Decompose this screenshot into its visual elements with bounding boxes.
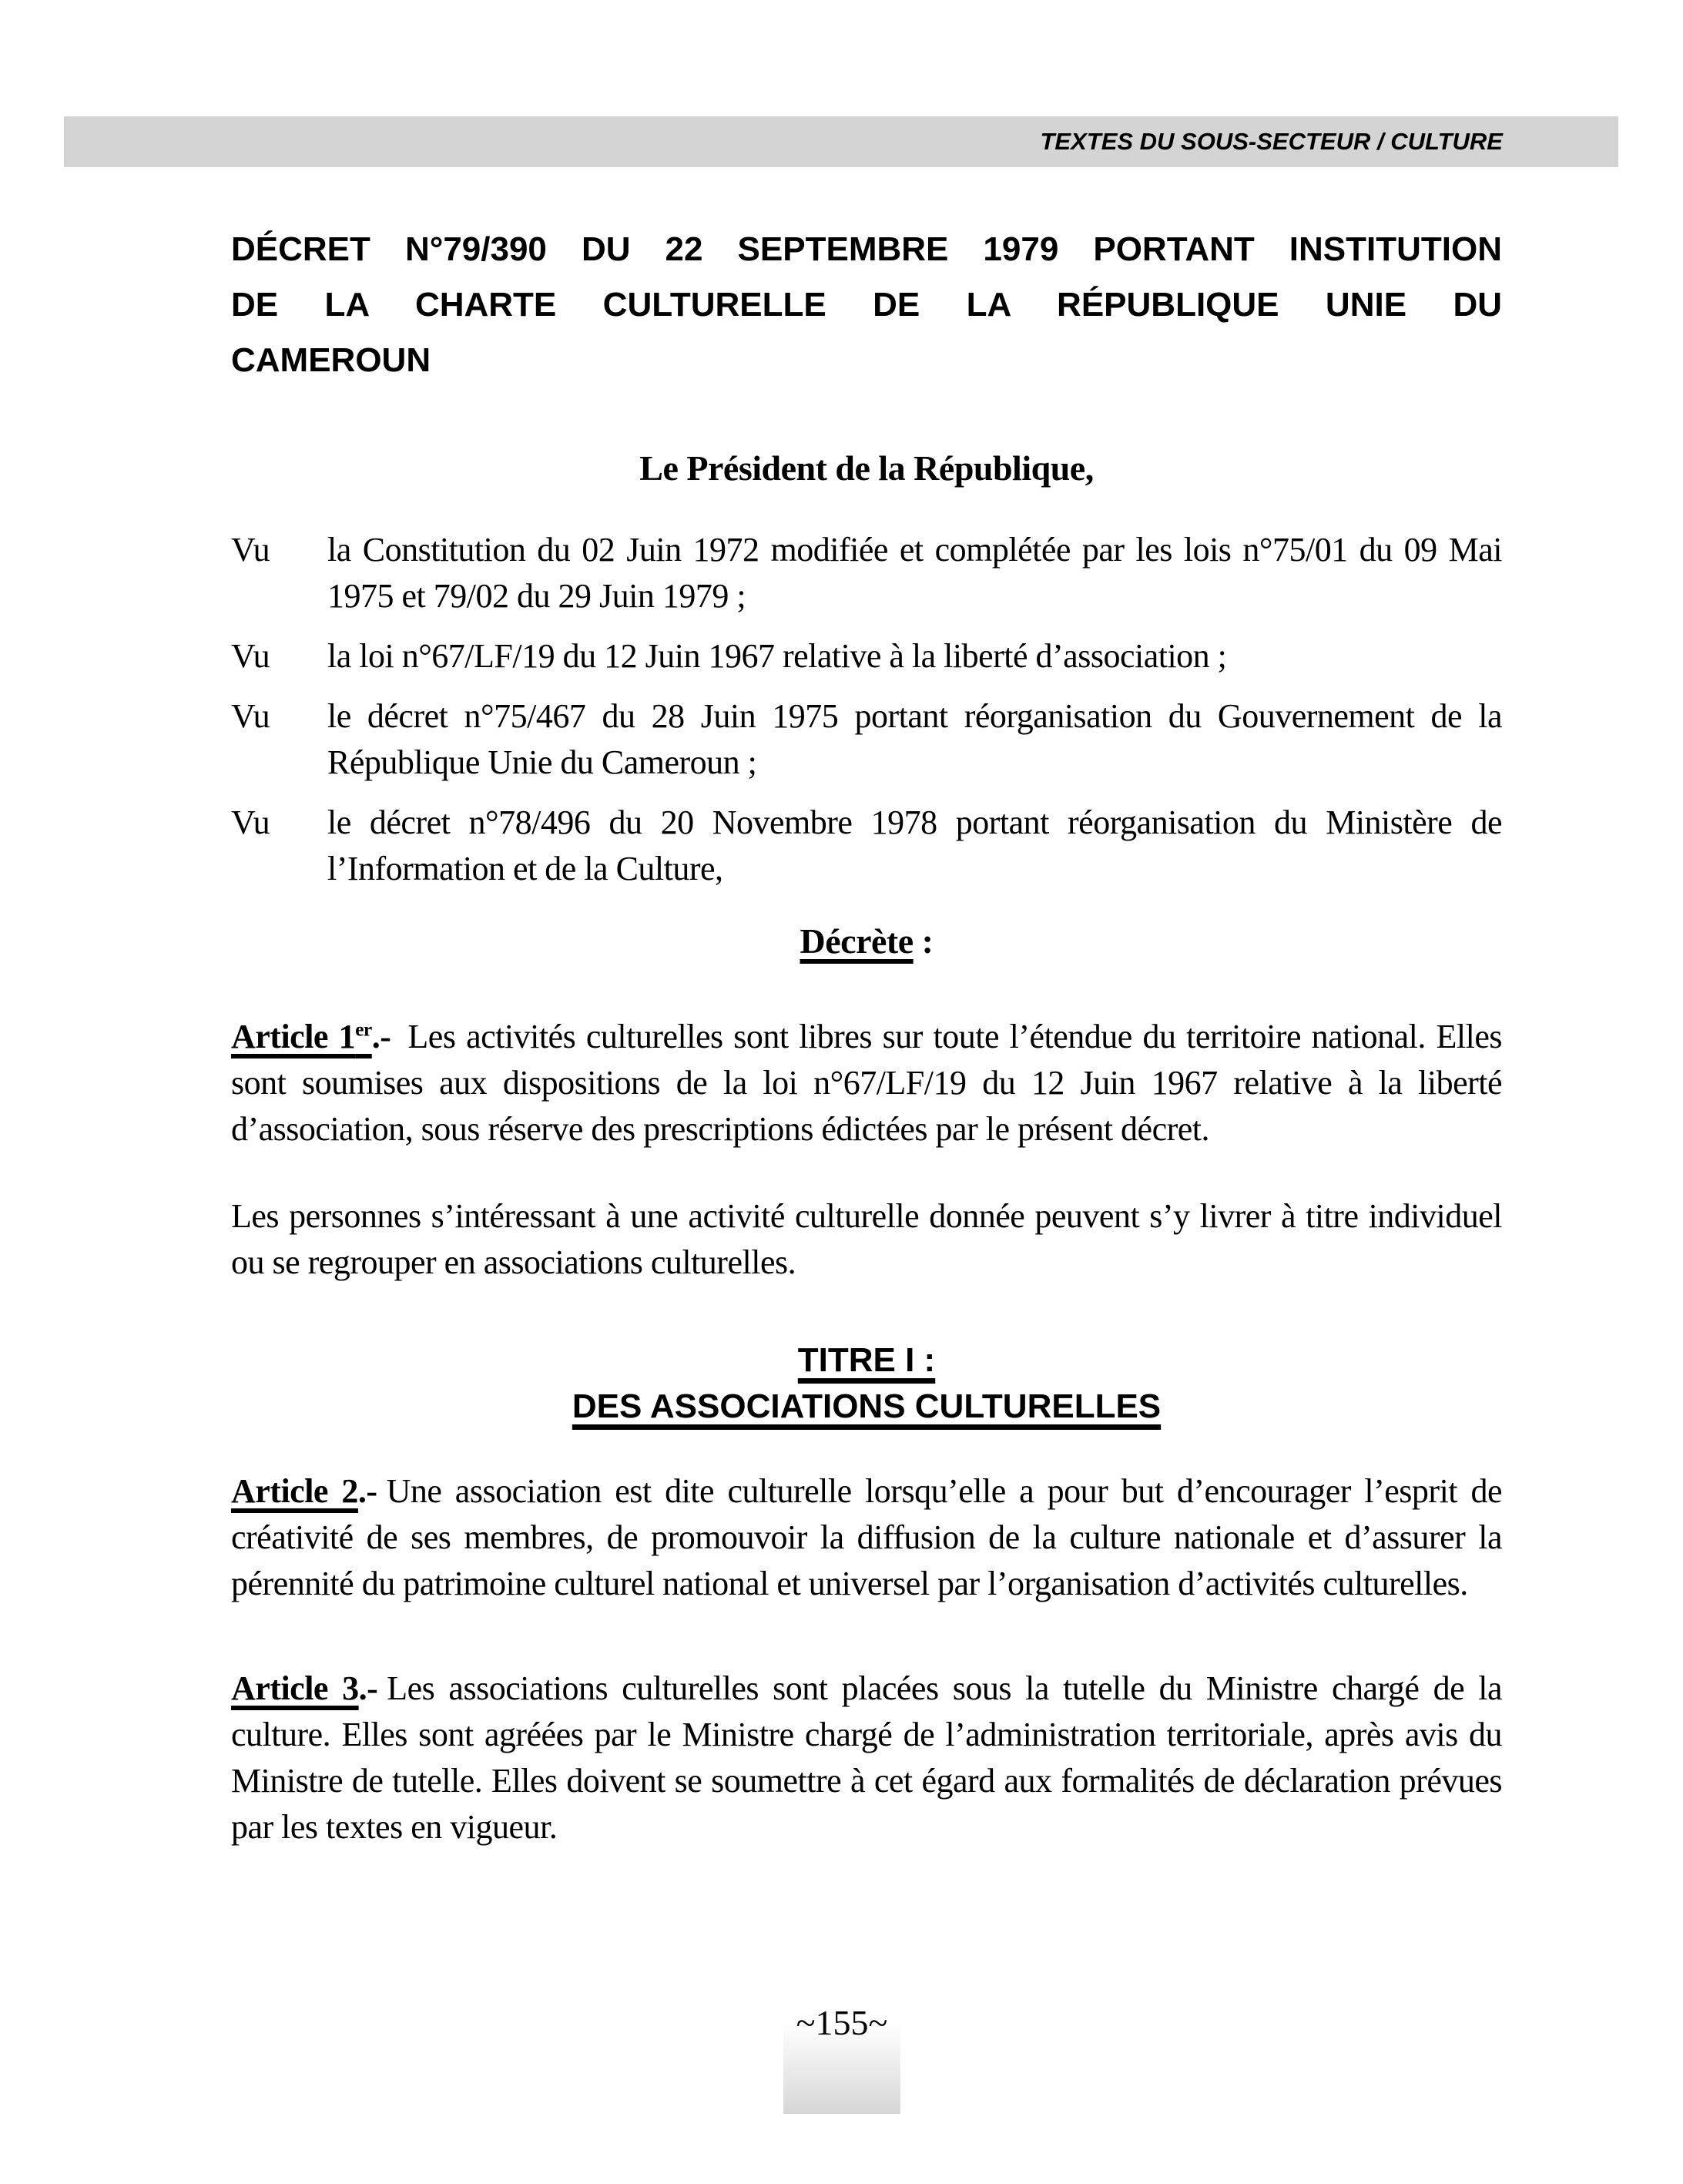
vu-item — [231, 693, 1502, 786]
article-1-label-text: Article 1 — [231, 1018, 356, 1055]
decree-heading-word: Décrète — [800, 921, 914, 961]
section-header-label: TEXTES DU SOUS-SECTEUR / CULTURE — [1040, 128, 1503, 155]
article-3-text: Les associations culturelles sont placées sous la tutelle du Ministre chargé de la culture. Elles sont agréées par le Ministre chargé de l’administration territoriale, après avis du Ministre de tutelle. Elles doivent se soumettre à cet égard aux formalités de déclaration prévues par les textes en vigueur. — [231, 1669, 1502, 1846]
vu-item-label: Vu — [231, 637, 270, 675]
vu-item-label: Vu — [231, 803, 270, 841]
title-i-heading — [231, 1337, 1502, 1430]
document-title-line-2: DE LA CHARTE CULTURELLE DE LA RÉPUBLIQUE UNIE DU — [231, 286, 1502, 324]
vu-item-text: le décret n°78/496 du 20 Novembre 1978 portant réorganisation du Ministère de l’Information et de la Culture, — [327, 803, 1502, 887]
article-1-label — [231, 1018, 372, 1055]
article-2-paragraph — [231, 1468, 1502, 1607]
article-3-paragraph — [231, 1666, 1502, 1850]
article-2-label: Article 2 — [231, 1472, 358, 1510]
article-1-label-sup: er — [355, 1018, 372, 1041]
vu-item-text: le décret n°75/467 du 28 Juin 1975 portant réorganisation du Gouvernement de la République Unie du Cameroun ; — [327, 697, 1502, 781]
decree-heading — [231, 918, 1502, 965]
article-2-label-suffix: .- — [357, 1472, 377, 1510]
body-paragraph: Les personnes s’intéressant à une activité culturelle donnée peuvent s’y livrer à titre individuel ou se regrouper en associations culturelles. — [231, 1197, 1502, 1281]
article-1-text: Les activités culturelles sont libres sur toute l’étendue du territoire national. Elles sont soumises aux dispositions de la loi n°67/LF/19 du 12 Juin 1967 relative à la liberté d’association, sous réserve des prescriptions édictées par le présent décret. — [231, 1018, 1502, 1148]
salutation-line: Le Président de la République, — [639, 448, 1094, 488]
article-3-label: Article 3 — [231, 1669, 359, 1707]
article-1-paragraph — [231, 1014, 1502, 1152]
document-title-line-3: CAMEROUN — [231, 341, 431, 379]
vu-item-text: la loi n°67/LF/19 du 12 Juin 1967 relative à la liberté d’association ; — [327, 637, 1227, 675]
vu-item — [231, 800, 1502, 892]
vu-item-text: la Constitution du 02 Juin 1972 modifiée et complétée par les lois n°75/01 du 09 Mai 1975 et 79/02 du 29 Juin 1979 ; — [327, 531, 1502, 615]
title-i-subject-text: DES ASSOCIATIONS CULTURELLES — [572, 1387, 1162, 1425]
decree-heading-colon: : — [913, 921, 934, 961]
section-header-bar — [64, 116, 1618, 167]
document-title — [231, 222, 1502, 388]
vu-item-label: Vu — [231, 697, 270, 735]
title-i-subject — [231, 1384, 1502, 1430]
page-number-box — [783, 1997, 900, 2114]
article-1-label-suffix: .- — [371, 1018, 391, 1055]
page-number: ~155~ — [796, 2003, 888, 2042]
title-i-label: TITRE I : — [797, 1341, 936, 1379]
vu-item — [231, 633, 1502, 679]
document-title-line-1: DÉCRET N°79/390 DU 22 SEPTEMBRE 1979 PORTANT INSTITUTION — [231, 230, 1502, 268]
article-2-text: Une association est dite culturelle lorsqu’elle a pour but d’encourager l’esprit de créativité de ses membres, de promouvoir la diffusion de la culture nationale et d’assurer la pérennité du patrimoine culturel national et universel par l’organisation d’activités culturelles. — [231, 1472, 1502, 1602]
article-3-label-suffix: .- — [358, 1669, 378, 1707]
vu-item-label: Vu — [231, 531, 270, 569]
preamble-vu-list — [231, 527, 1502, 892]
document-content — [231, 222, 1502, 1850]
title-i-line — [231, 1337, 1502, 1384]
vu-item — [231, 527, 1502, 619]
